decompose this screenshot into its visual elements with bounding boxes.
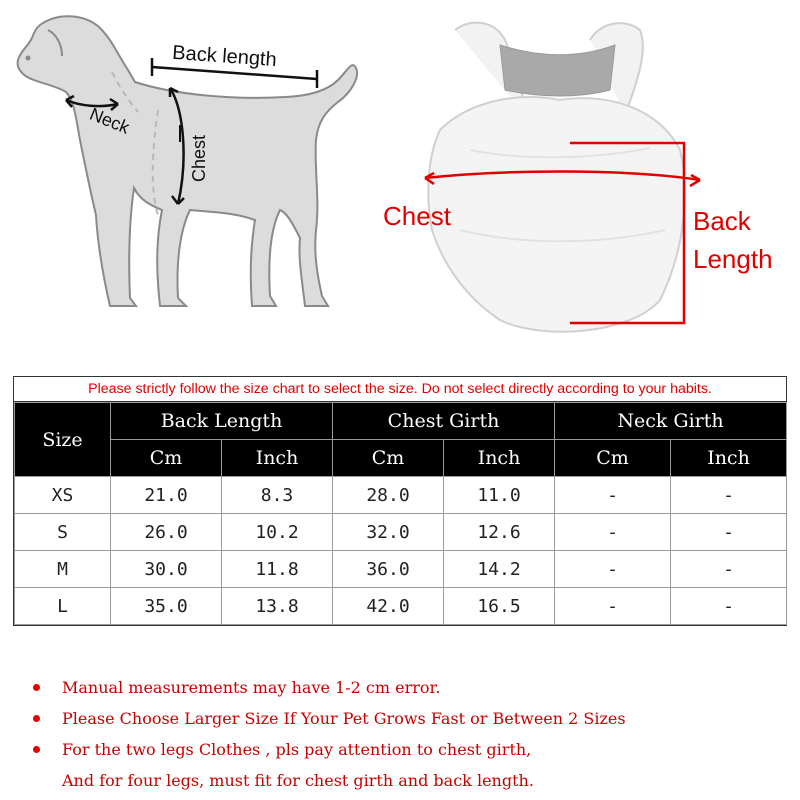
- dog-nose: [26, 56, 31, 61]
- garment-collar: [500, 45, 615, 96]
- bullet-icon: [33, 746, 40, 753]
- size-table: [14, 402, 787, 625]
- header-back-cm: Cm: [111, 440, 222, 477]
- cell-neck-cm: -: [555, 514, 671, 551]
- table-row: [15, 551, 787, 588]
- list-item: [30, 672, 790, 703]
- cell-chest-cm: 42.0: [333, 588, 444, 625]
- header-chest-inch: Inch: [444, 440, 555, 477]
- cell-back-inch: 8.3: [222, 477, 333, 514]
- cell-chest-inch: 11.0: [444, 477, 555, 514]
- cell-neck-inch: -: [671, 588, 787, 625]
- bullet-icon: [33, 684, 40, 691]
- header-chest-cm: Cm: [333, 440, 444, 477]
- cell-size: XS: [15, 477, 111, 514]
- cell-neck-inch: -: [671, 514, 787, 551]
- note-text: Manual measurements may have 1-2 cm error.: [62, 678, 441, 697]
- size-chart: [13, 376, 787, 626]
- header-neck-cm: Cm: [555, 440, 671, 477]
- garment-back-label: Back: [693, 206, 751, 236]
- cell-back-cm: 35.0: [111, 588, 222, 625]
- back-length-label: Back length: [171, 41, 278, 72]
- header-neck-inch: Inch: [671, 440, 787, 477]
- cell-back-inch: 10.2: [222, 514, 333, 551]
- diagram-canvas: [0, 0, 800, 370]
- cell-back-cm: 30.0: [111, 551, 222, 588]
- cell-chest-inch: 14.2: [444, 551, 555, 588]
- cell-chest-cm: 32.0: [333, 514, 444, 551]
- cell-chest-inch: 12.6: [444, 514, 555, 551]
- note-text: And for four legs, must fit for chest girth and back length.: [62, 771, 534, 790]
- cell-size: S: [15, 514, 111, 551]
- back-length-line: [152, 67, 317, 79]
- garment-length-label: Length: [693, 244, 773, 274]
- measurement-diagrams: [0, 0, 800, 370]
- cell-back-cm: 21.0: [111, 477, 222, 514]
- cell-back-inch: 13.8: [222, 588, 333, 625]
- garment-body: [428, 97, 685, 332]
- cell-back-inch: 11.8: [222, 551, 333, 588]
- header-neck-girth: Neck Girth: [555, 403, 787, 440]
- list-item: [30, 734, 790, 765]
- size-chart-notice: Please strictly follow the size chart to select the size. Do not select directly according to your habits.: [14, 377, 786, 402]
- note-text: For the two legs Clothes , pls pay attention to chest girth,: [62, 740, 532, 759]
- cell-chest-cm: 28.0: [333, 477, 444, 514]
- header-chest-girth: Chest Girth: [333, 403, 555, 440]
- header-back-length: Back Length: [111, 403, 333, 440]
- list-item: [30, 703, 790, 734]
- note-text: Please Choose Larger Size If Your Pet Grows Fast or Between 2 Sizes: [62, 709, 626, 728]
- garment-illustration: [428, 23, 685, 332]
- cell-chest-cm: 36.0: [333, 551, 444, 588]
- cell-back-cm: 26.0: [111, 514, 222, 551]
- cell-neck-cm: -: [555, 551, 671, 588]
- cell-neck-cm: -: [555, 477, 671, 514]
- header-back-inch: Inch: [222, 440, 333, 477]
- back-length-marker: [152, 42, 317, 88]
- dog-chest-label: Chest: [189, 134, 209, 182]
- table-row: [15, 514, 787, 551]
- cell-size: L: [15, 588, 111, 625]
- cell-neck-inch: -: [671, 477, 787, 514]
- cell-neck-inch: -: [671, 551, 787, 588]
- list-item: [30, 765, 790, 796]
- bullet-icon: [33, 715, 40, 722]
- header-size: Size: [15, 403, 111, 477]
- size-notes: [30, 672, 790, 796]
- garment-chest-label: Chest: [383, 201, 451, 231]
- cell-size: M: [15, 551, 111, 588]
- table-row: [15, 477, 787, 514]
- cell-neck-cm: -: [555, 588, 671, 625]
- neck-label: Neck: [86, 103, 133, 138]
- table-row: [15, 588, 787, 625]
- cell-chest-inch: 16.5: [444, 588, 555, 625]
